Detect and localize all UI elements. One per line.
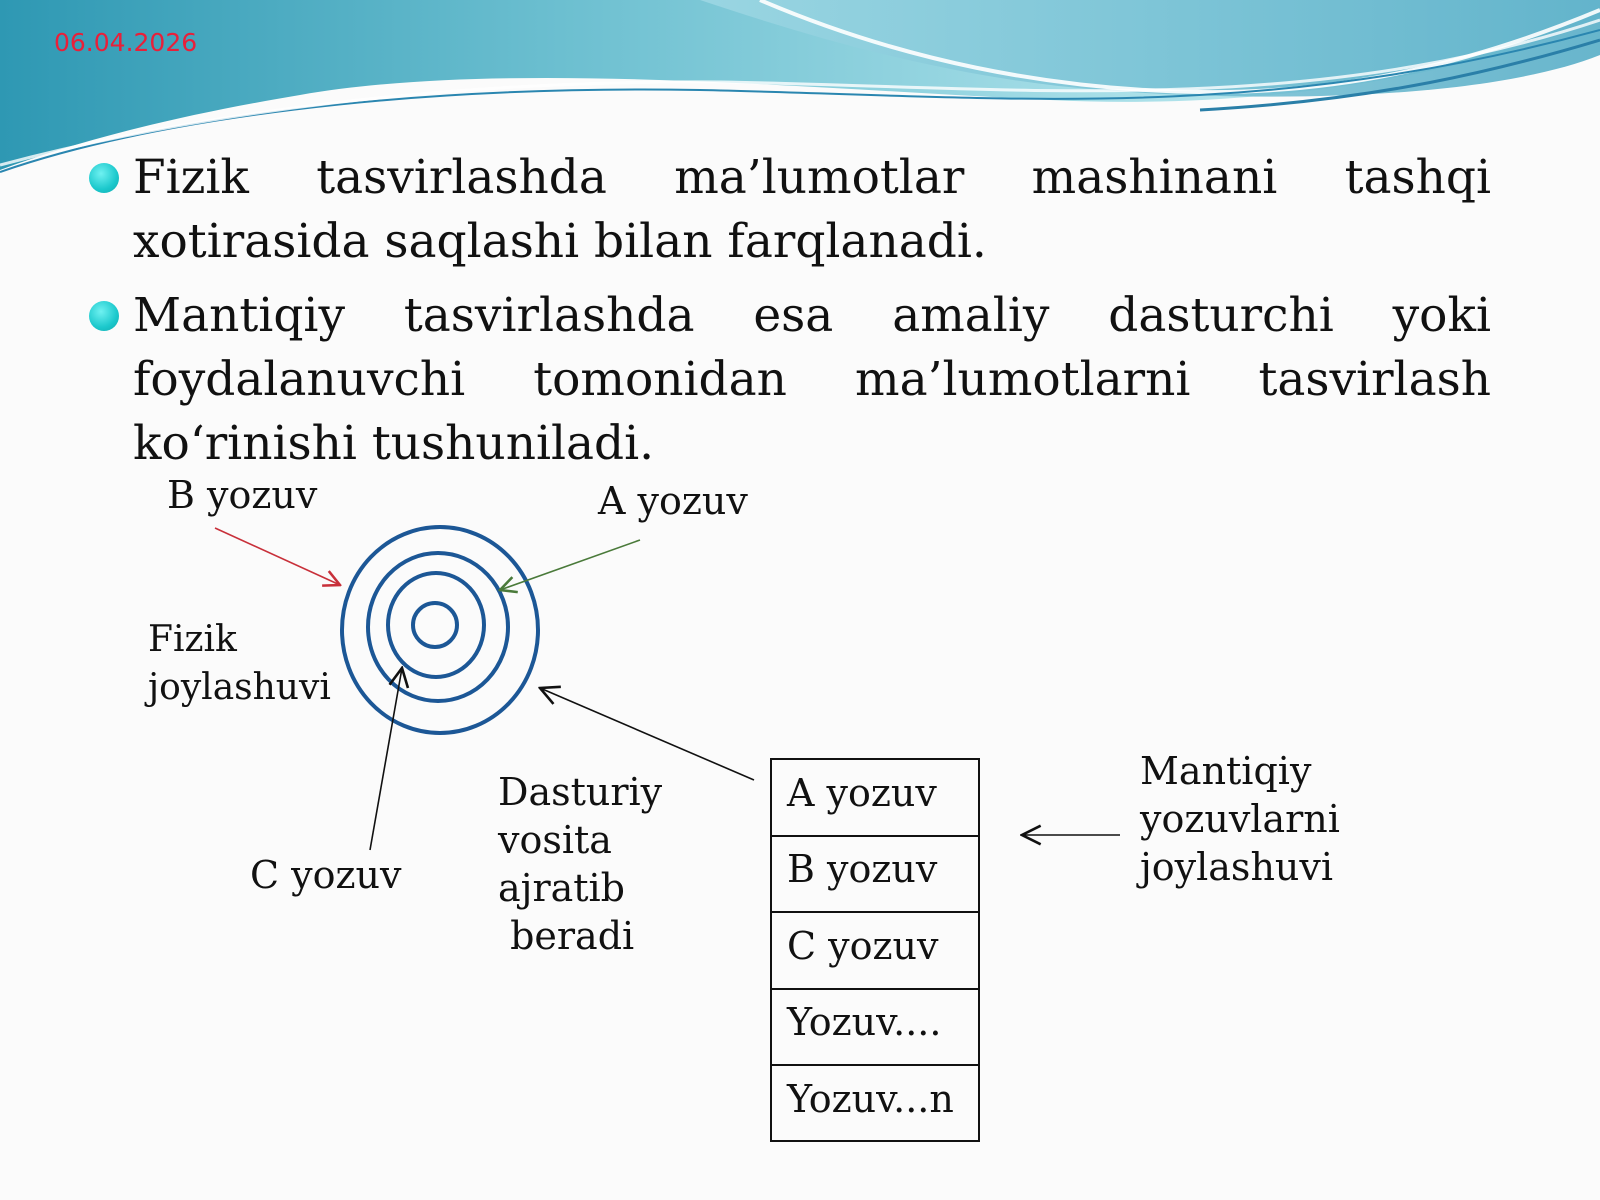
b-record-arrow	[215, 528, 340, 585]
record-row: Yozuv....	[787, 1000, 942, 1044]
record-row: B yozuv	[787, 847, 938, 891]
slide-date: 06.04.2026	[54, 28, 198, 57]
disk-rings-icon	[342, 527, 538, 733]
record-row: Yozuv...n	[787, 1077, 954, 1121]
a-record-label: A yozuv	[598, 479, 748, 523]
logical-records-label: Mantiqiy yozuvlarni joylashuvi	[1140, 749, 1340, 889]
bullet-text: Mantiqiy tasvirlashda esa amaliy dasturchi yoki foydalanuvchi tomonidan ma’lumotlarni tasvirlash ko‘rinishi tushuniladi.	[133, 288, 1491, 471]
record-row: C yozuv	[787, 924, 939, 968]
bullet-text: Fizik tasvirlashda ma’lumotlar mashinani tashqi xotirasida saqlashi bilan farqlanadi.	[133, 150, 1491, 269]
c-record-label: C yozuv	[250, 853, 402, 897]
record-row: A yozuv	[787, 771, 937, 815]
b-record-label: B yozuv	[167, 473, 318, 517]
c-record-arrow	[370, 668, 402, 850]
a-record-arrow	[500, 540, 640, 590]
software-mapping-arrow	[540, 688, 754, 780]
physical-layout-label: Fizik joylashuvi	[148, 619, 331, 708]
software-tool-label: Dasturiy vosita ajratib beradi	[498, 770, 663, 958]
